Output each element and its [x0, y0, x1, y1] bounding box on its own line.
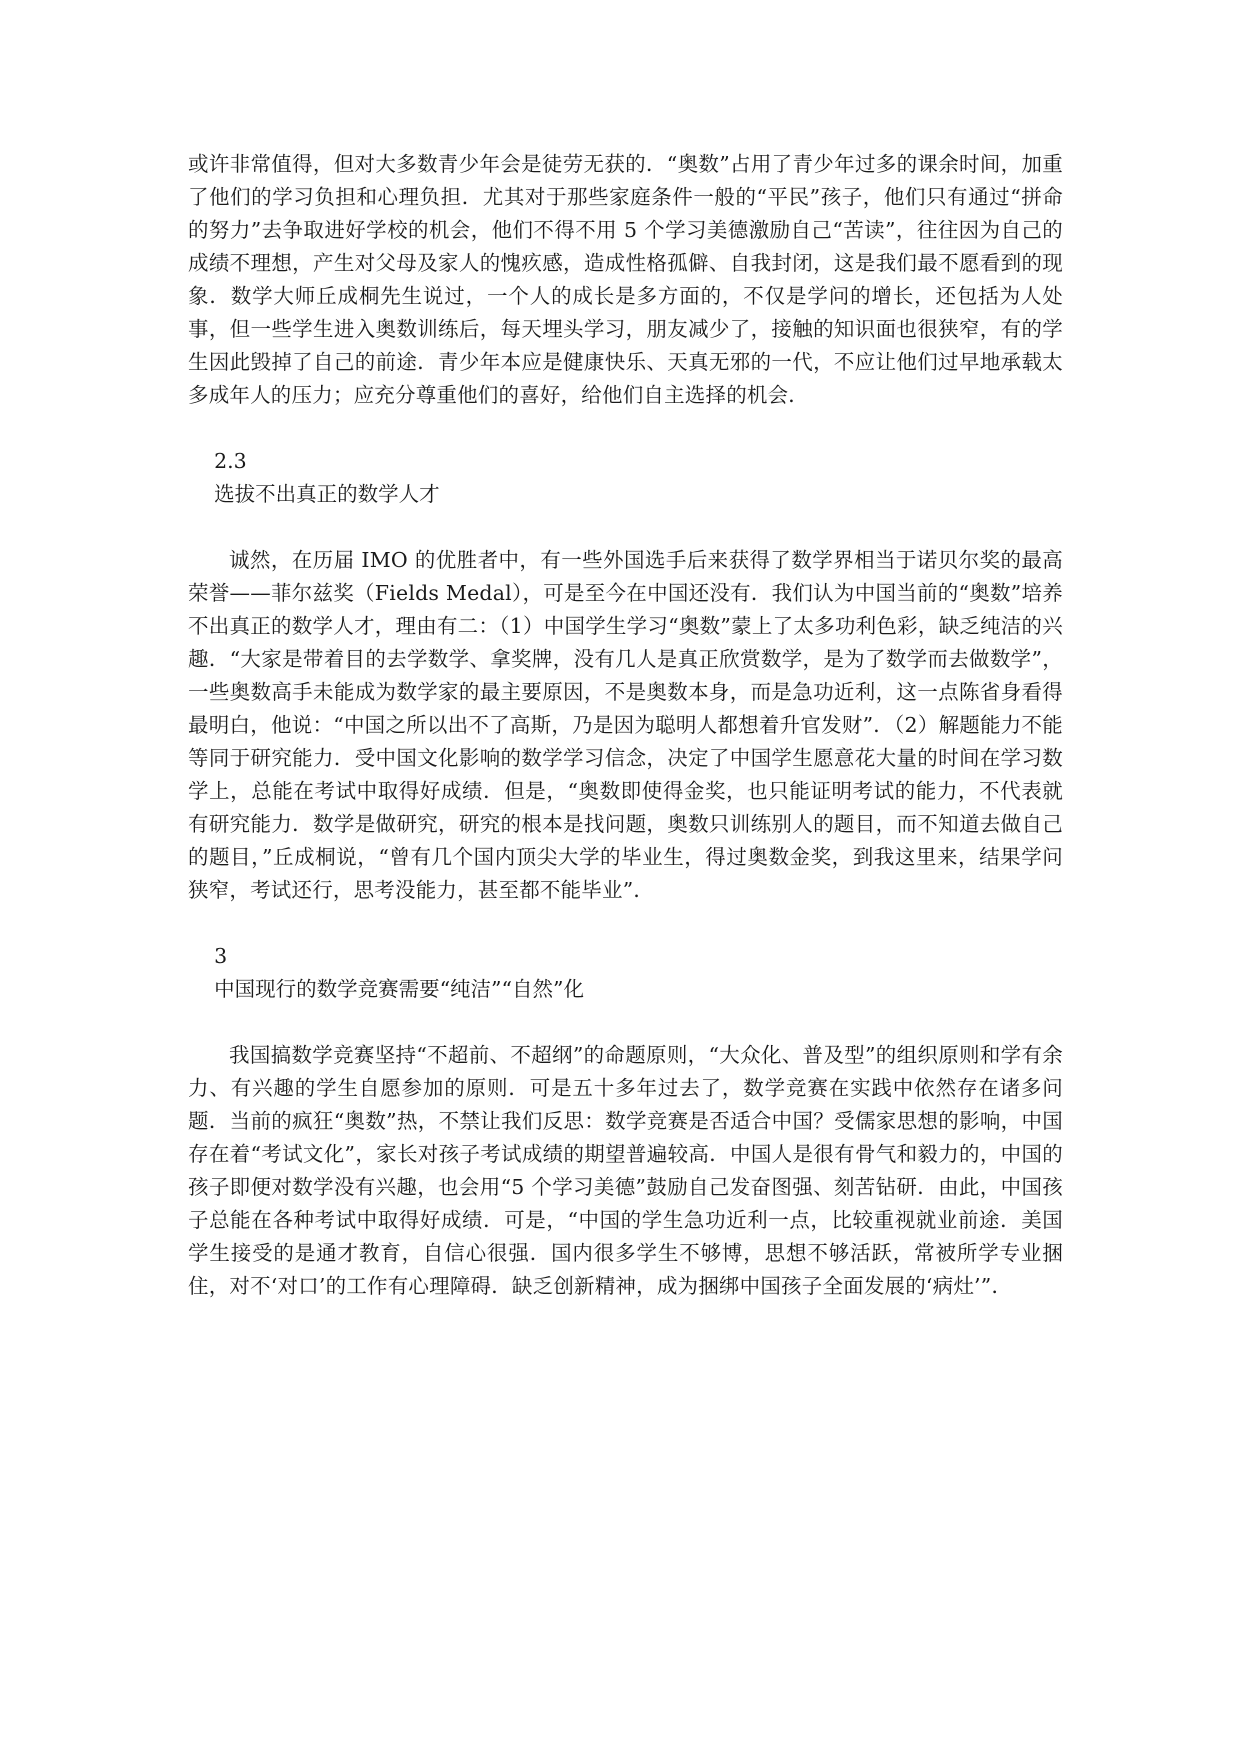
- document-page: [188, 148, 1063, 1303]
- paragraph-3: 我国搞数学竞赛坚持“不超前、不超纲”的命题原则，“大众化、普及型”的组织原则和学有余力、有兴趣的学生自愿参加的原则．可是五十多年过去了，数学竞赛在实践中依然存在诸多问题．当前的疯狂“奥数”热，不禁让我们反思：数学竞赛是否适合中国？受儒家思想的影响，中国存在着“考试文化”，家长对孩子考试成绩的期望普遍较高．中国人是很有骨气和毅力的，中国的孩子即便对数学没有兴趣，也会用“5 个学习美德”鼓励自己发奋图强、刻苦钻研．由此，中国孩子总能在各种考试中取得好成绩．可是，“中国的学生急功近利一点，比较重视就业前途．美国学生接受的是通才教育，自信心很强．国内很多学生不够博，思想不够活跃，常被所学专业捆住，对不‘对口’的工作有心理障碍．缺乏创新精神，成为捆绑中国孩子全面发展的‘病灶’”．: [188, 1043, 1063, 1298]
- section-heading-2-3: [188, 412, 1063, 544]
- section-title: 中国现行的数学竞赛需要“纯洁”“自然”化: [214, 977, 584, 1001]
- section-number: 2.3: [214, 449, 247, 473]
- paragraph-1: 或许非常值得，但对大多数青少年会是徒劳无获的．“奥数”占用了青少年过多的课余时间，加重了他们的学习负担和心理负担．尤其对于那些家庭条件一般的“平民”孩子，他们只有通过“拼命的努力”去争取进好学校的机会，他们不得不用 5 个学习美德激励自己“苦读”，往往因为自己的成绩不理想，产生对父母及家人的愧疚感，造成性格孤僻、自我封闭，这是我们最不愿看到的现象．数学大师丘成桐先生说过，一个人的成长是多方面的，不仅是学问的增长，还包括为人处事，但一些学生进入奥数训练后，每天埋头学习，朋友减少了，接触的知识面也很狭窄，有的学生因此毁掉了自己的前途．青少年本应是健康快乐、天真无邪的一代，不应让他们过早地承载太多成年人的压力；应充分尊重他们的喜好，给他们自主选择的机会．: [188, 152, 1063, 407]
- section-heading-3: [188, 907, 1063, 1039]
- paragraph-2: 诚然，在历届 IMO 的优胜者中，有一些外国选手后来获得了数学界相当于诺贝尔奖的最高荣誉——菲尔兹奖（Fields Medal），可是至今在中国还没有．我们认为中国当前的“奥数”培养不出真正的数学人才，理由有二：（1）中国学生学习“奥数”蒙上了太多功利色彩，缺乏纯洁的兴趣．“大家是带着目的去学数学、拿奖牌，没有几人是真正欣赏数学，是为了数学而去做数学”，一些奥数高手未能成为数学家的最主要原因，不是奥数本身，而是急功近利，这一点陈省身看得最明白，他说：“中国之所以出不了高斯，乃是因为聪明人都想着升官发财”．（2）解题能力不能等同于研究能力．受中国文化影响的数学学习信念，决定了中国学生愿意花大量的时间在学习数学上，总能在考试中取得好成绩．但是，“奥数即使得金奖，也只能证明考试的能力，不代表就有研究能力．数学是做研究，研究的根本是找问题，奥数只训练别人的题目，而不知道去做自己的题目，”丘成桐说，“曾有几个国内顶尖大学的毕业生，得过奥数金奖，到我这里来，结果学问狭窄，考试还行，思考没能力，甚至都不能毕业”．: [188, 548, 1063, 902]
- section-number: 3: [214, 944, 228, 968]
- section-title: 选拔不出真正的数学人才: [214, 482, 440, 506]
